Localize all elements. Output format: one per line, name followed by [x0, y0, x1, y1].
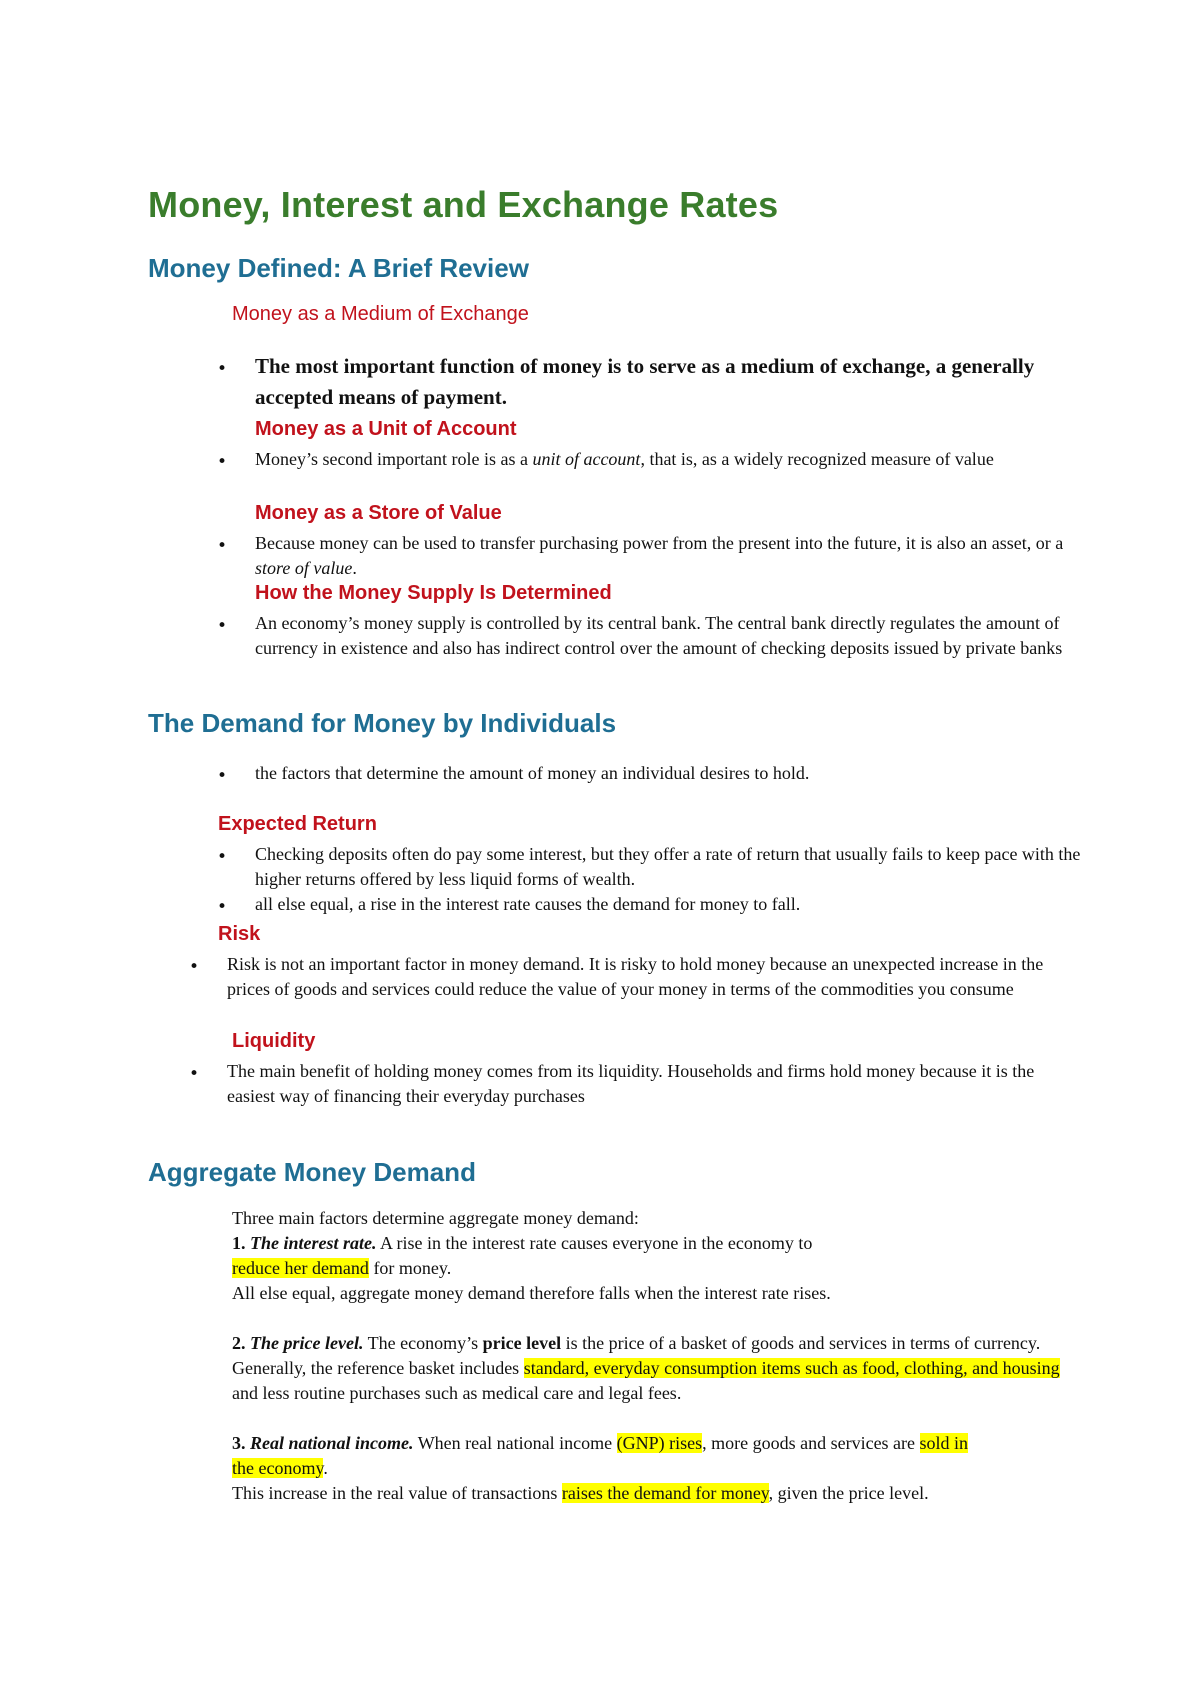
bullet-marker: • [217, 452, 228, 472]
aggregate-demand-body [232, 1206, 1092, 1506]
bullet-marker: • [217, 359, 228, 379]
bullet-risk: Risk is not an important factor in money demand. It is risky to hold money because an unexpected increase in the prices of goods and services could reduce the value of your money in terms of the commodities you consume [227, 954, 1044, 999]
subheading-money-supply: How the Money Supply Is Determined [255, 582, 612, 604]
subheading-unit-of-account: Money as a Unit of Account [255, 418, 517, 440]
bullet-interest-rate: all else equal, a rise in the interest rate causes the demand for money to fall. [255, 894, 801, 914]
bullet-marker: • [217, 897, 228, 917]
subheading-expected-return: Expected Return [218, 813, 377, 835]
section-heading-demand-individuals: The Demand for Money by Individuals [148, 708, 617, 738]
subheading-liquidity: Liquidity [232, 1030, 316, 1052]
bullet-marker: • [189, 957, 200, 977]
bullet-medium-of-exchange: The most important function of money is to serve as a medium of exchange, a generally accepted means of payment. [255, 354, 1035, 409]
factor-price-level: 2. The price level. The economy’s price level is the price of a basket of goods and services in terms of currency. [232, 1333, 1041, 1353]
section-heading-money-defined: Money Defined: A Brief Review [148, 253, 529, 283]
bullet-factors: the factors that determine the amount of money an individual desires to hold. [255, 763, 810, 783]
subheading-risk: Risk [218, 923, 261, 945]
bullet-money-supply: An economy’s money supply is controlled by its central bank. The central bank directly regulates the amount of currency in existence and also has indirect control over the amount of checking deposits issued by private banks [255, 613, 1063, 658]
section-heading-aggregate-demand: Aggregate Money Demand [148, 1157, 476, 1187]
aggregate-intro: Three main factors determine aggregate money demand: [232, 1208, 639, 1228]
factor-interest-rate: 1. The interest rate. A rise in the interest rate causes everyone in the economy to [232, 1233, 813, 1253]
factor-interest-rate-summary: All else equal, aggregate money demand therefore falls when the interest rate rises. [232, 1283, 831, 1303]
bullet-store-of-value: Because money can be used to transfer purchasing power from the present into the future, it is also an asset, or a store of value. [255, 533, 1064, 578]
factor-interest-rate-cont: reduce her demand for money. [232, 1258, 452, 1278]
bullet-marker: • [217, 616, 228, 636]
bullet-marker: • [217, 766, 228, 786]
factor-price-level-basket: Generally, the reference basket includes standard, everyday consumption items such as food, clothing, and housing and less routine purchases such as medical care and legal fees. [232, 1358, 1060, 1403]
page-title: Money, Interest and Exchange Rates [148, 184, 779, 225]
bullet-liquidity: The main benefit of holding money comes from its liquidity. Households and firms hold money because it is the easiest way of financing their everyday purchases [227, 1061, 1035, 1106]
factor-real-income: 3. Real national income. When real national income (GNP) rises, more goods and services are sold in the economy. [232, 1433, 969, 1478]
subheading-store-of-value: Money as a Store of Value [255, 502, 502, 524]
bullet-marker: • [217, 847, 228, 867]
bullet-checking-deposits: Checking deposits often do pay some interest, but they offer a rate of return that usually fails to keep pace with the higher returns offered by less liquid forms of wealth. [255, 844, 1081, 889]
bullet-unit-of-account: Money’s second important role is as a unit of account, that is, as a widely recognized measure of value [255, 449, 994, 469]
factor-real-income-transactions: This increase in the real value of transactions raises the demand for money, given the price level. [232, 1483, 929, 1503]
subheading-medium-of-exchange: Money as a Medium of Exchange [232, 303, 529, 325]
bullet-marker: • [217, 536, 228, 556]
bullet-marker: • [189, 1064, 200, 1084]
